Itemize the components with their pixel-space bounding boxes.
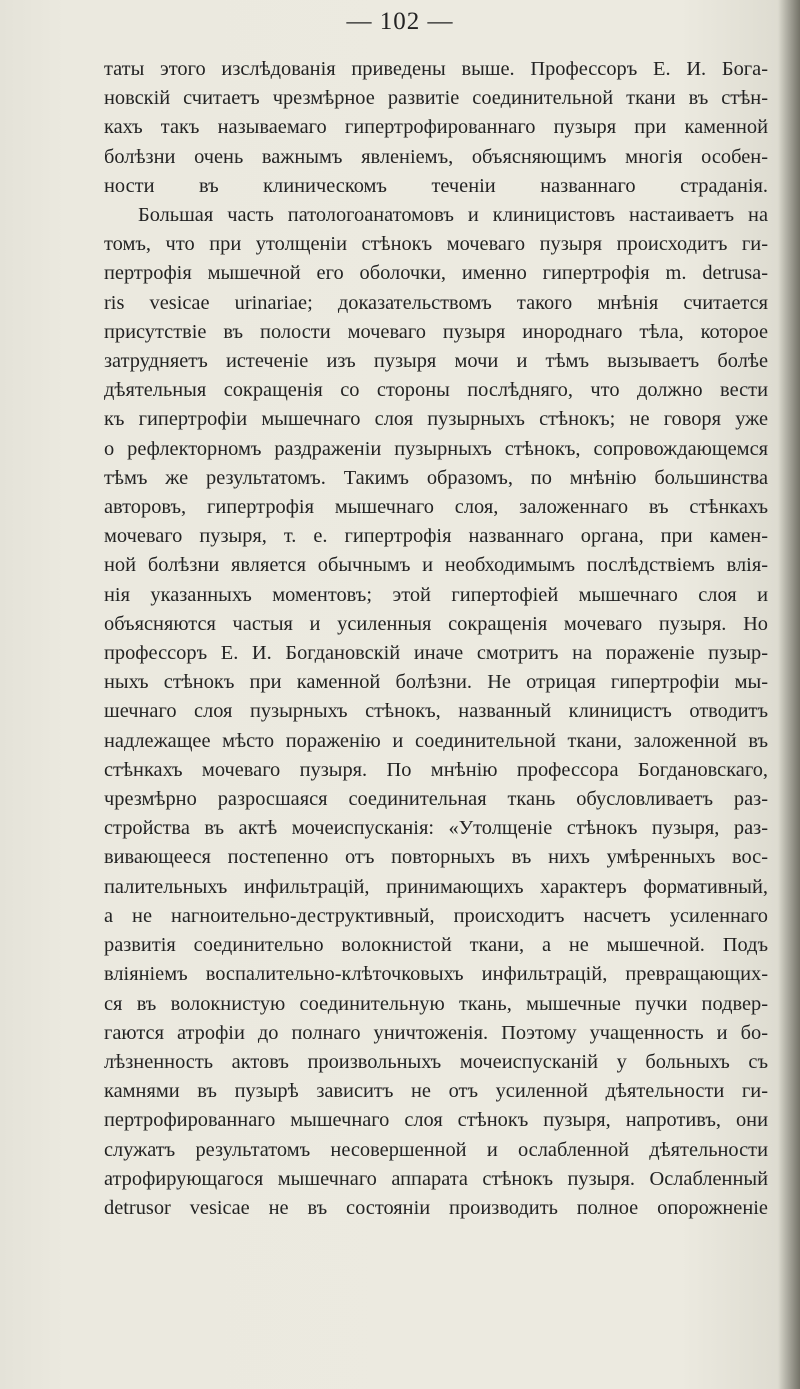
text-line: вліяніемъ воспалительно-клѣточковыхъ инфильтрацій, превращающих-	[104, 963, 768, 986]
text-line: мочеваго пузыря, т. е. гипертрофія названнаго органа, при камен-	[104, 525, 768, 548]
text-line: тѣмъ же результатомъ. Такимъ образомъ, по мнѣнію большинства	[104, 466, 768, 489]
text-line: нія указанныхъ моментовъ; этой гипертофіей мышечнаго слоя и	[104, 583, 768, 606]
text-line: присутствіе въ полости мочеваго пузыря инороднаго тѣла, которое	[104, 320, 768, 343]
text-line: таты этого изслѣдованія приведены выше. Профессоръ Е. И. Бога-	[104, 58, 768, 80]
text-line: палительныхъ инфильтрацій, принимающихъ характеръ формативный,	[104, 875, 768, 898]
text-line: къ гипертрофіи мышечнаго слоя пузырныхъ стѣнокъ; не говоря уже	[104, 408, 768, 431]
text-line: объясняются частыя и усиленныя сокращенія мочеваго пузыря. Но	[104, 612, 768, 635]
text-line: надлежащее мѣсто пораженію и соединительной ткани, заложенной въ	[104, 729, 768, 752]
text-line: шечнаго слоя пузырныхъ стѣнокъ, названный клиницистъ отводитъ	[104, 700, 768, 723]
text-line: ся въ волокнистую соединительную ткань, мышечные пучки подвер-	[104, 992, 768, 1015]
text-line: Большая часть патологоанатомовъ и клиницистовъ настаиваетъ на	[138, 204, 768, 227]
text-line: пертрофія мышечной его оболочки, именно гипертрофія m. detrusa-	[104, 262, 768, 285]
text-line: атрофирующагося мышечнаго аппарата стѣнокъ пузыря. Ослабленный	[104, 1167, 768, 1190]
text-line: гаются атрофіи до полнаго уничтоженія. Поэтому учащенность и бо-	[104, 1021, 768, 1044]
text-line: развитія соединительно волокнистой ткани, а не мышечной. Подъ	[104, 934, 768, 957]
body-text	[104, 55, 768, 1223]
text-line: ris vesicae urinariae; доказательствомъ такого мнѣнія считается	[104, 291, 768, 314]
text-line: лѣзненность актовъ произвольныхъ мочеиспусканій у больныхъ съ	[104, 1050, 768, 1073]
text-line: авторовъ, гипертрофія мышечнаго слоя, заложеннаго въ стѣнкахъ	[104, 496, 768, 519]
text-line: новскій считаетъ чрезмѣрное развитіе соединительной ткани въ стѣн-	[104, 87, 768, 110]
text-line: пертрофированнаго мышечнаго слоя стѣнокъ пузыря, напротивъ, они	[104, 1109, 768, 1132]
text-line: дѣятельныя сокращенія со стороны послѣдняго, что должно вести	[104, 379, 768, 402]
page-edge-shadow	[778, 0, 800, 1389]
text-line: чрезмѣрно разросшаяся соединительная ткань обусловливаетъ раз-	[104, 788, 768, 811]
text-line: служатъ результатомъ несовершенной и ослабленной дѣятельности	[104, 1138, 768, 1161]
page-number: — 102 —	[346, 8, 454, 35]
text-line: вивающееся постепенно отъ повторныхъ въ нихъ умѣренныхъ вос-	[104, 846, 768, 869]
text-line: а не нагноительно-деструктивный, происходитъ насчетъ усиленнаго	[104, 904, 768, 927]
text-line: затрудняетъ истеченіе изъ пузыря мочи и тѣмъ вызываетъ болѣе	[104, 350, 768, 373]
text-line: ныхъ стѣнокъ при каменной болѣзни. Не отрицая гипертрофіи мы-	[104, 671, 768, 694]
text-line: стѣнкахъ мочеваго пузыря. По мнѣнію профессора Богдановскаго,	[104, 758, 768, 781]
text-line: стройства въ актѣ мочеиспусканія: «Утолщеніе стѣнокъ пузыря, раз-	[104, 817, 768, 840]
text-line: томъ, что при утолщеніи стѣнокъ мочеваго пузыря происходитъ ги-	[104, 233, 768, 256]
text-line: камнями въ пузырѣ зависитъ не отъ усиленной дѣятельности ги-	[104, 1080, 768, 1103]
text-line: о рефлекторномъ раздраженіи пузырныхъ стѣнокъ, сопровождающемся	[104, 437, 768, 460]
text-line: профессоръ Е. И. Богдановскій иначе смотритъ на пораженіе пузыр-	[104, 642, 768, 665]
text-line: ной болѣзни является обычнымъ и необходимымъ послѣдствіемъ влія-	[104, 554, 768, 577]
text-line: кахъ такъ называемаго гипертрофированнаго пузыря при каменной	[104, 116, 768, 139]
text-line: ности въ клиническомъ теченіи названнаго страданія.	[104, 174, 768, 197]
text-line: болѣзни очень важнымъ явленіемъ, объясняющимъ многія особен-	[104, 145, 768, 168]
text-line: detrusor vesicae не въ состояніи производить полное опорожненіе	[104, 1196, 768, 1219]
